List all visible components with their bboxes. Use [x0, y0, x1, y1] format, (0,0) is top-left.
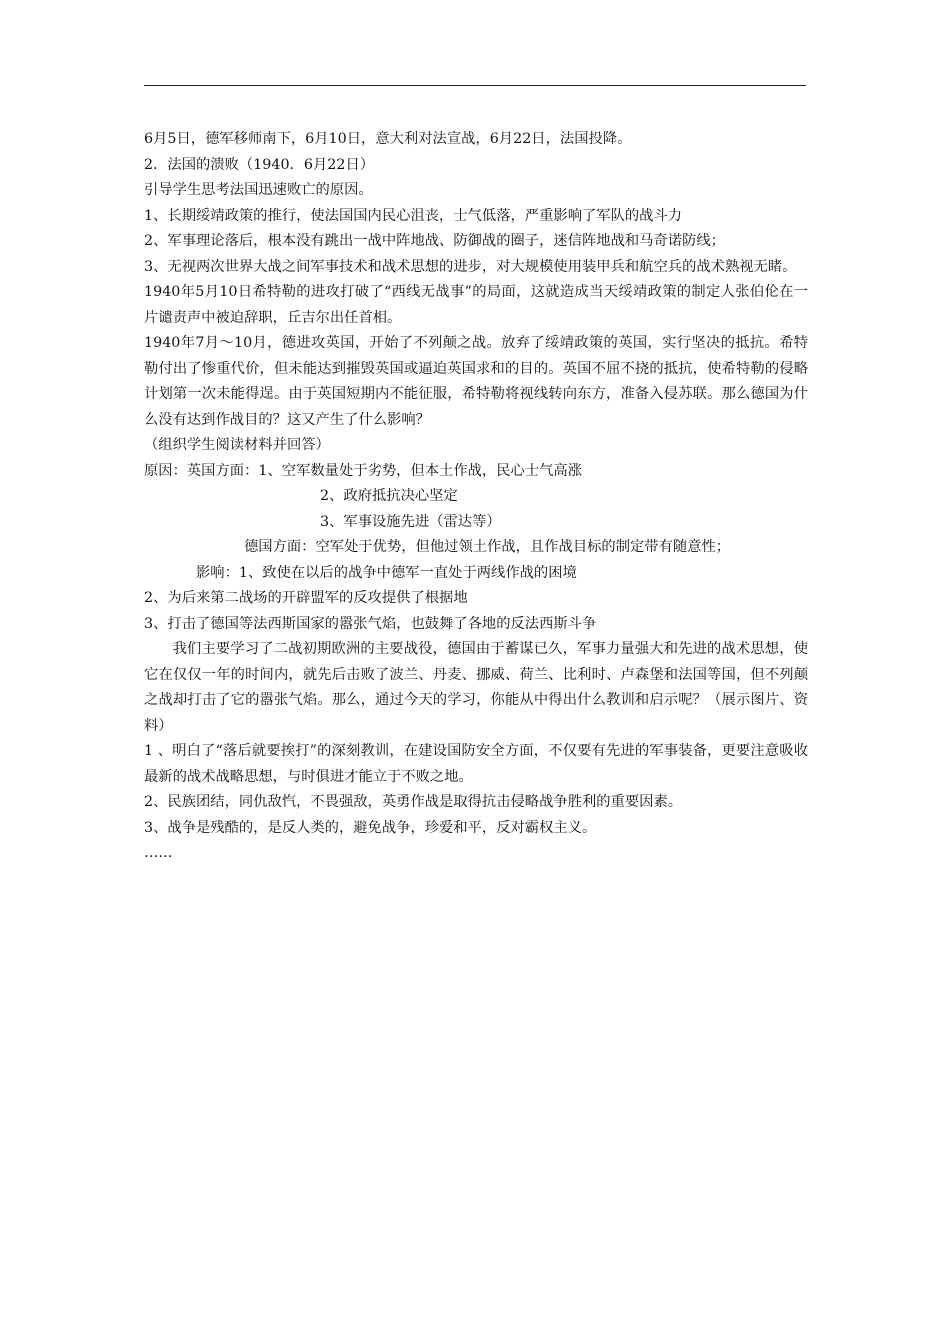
list-item-impact-1: 影响：1、致使在以后的战争中德军一直处于两线作战的困境 — [196, 564, 577, 581]
heading-france-defeat: 2．法国的溃败（1940．6月22日） — [144, 156, 375, 173]
list-item-lesson-1: 1 、明白了“落后就要挨打”的深刻教训，在建设国防安全方面，不仅要有先进的军事装备，更要注意吸收最新的战术战略思想，与时俱进才能立于不败之地。 — [144, 743, 808, 785]
paragraph-may-1940: 1940年5月10日希特勒的进攻打破了“西线无战事”的局面，这就造成当天绥靖政策的制定人张伯伦在一片谴责声中被迫辞职，丘吉尔出任首相。 — [144, 284, 808, 326]
paragraph-guide-question: 引导学生思考法国迅速败亡的原因。 — [144, 182, 373, 198]
paragraph-france-timeline: 6月5日，德军移师南下，6月10日，意大利对法宣战，6月22日，法国投降。 — [144, 131, 632, 147]
document-body — [144, 127, 808, 867]
ellipsis: …… — [144, 845, 173, 861]
list-item-britain-reason-1: 原因：英国方面：1、空军数量处于劣势，但本土作战，民心士气高涨 — [144, 462, 582, 479]
list-item-lesson-3: 3、战争是残酷的，是反人类的，避免战争，珍爱和平，反对霸权主义。 — [144, 819, 597, 836]
list-item-britain-reason-3: 3、军事设施先进（雷达等） — [320, 513, 501, 530]
list-item-impact-2: 2、为后来第二战场的开辟盟军的反攻提供了根据地 — [144, 590, 468, 606]
list-item-impact-3: 3、打击了德国等法西斯国家的嚣张气焰，也鼓舞了各地的反法西斯斗争 — [144, 615, 597, 632]
list-item-reason-2: 2、军事理论落后，根本没有跳出一战中阵地战、防御战的圈子，迷信阵地战和马奇诺防线； — [144, 233, 725, 249]
list-item-germany-reason: 德国方面：空军处于优势，但他过领土作战，且作战目标的制定带有随意性； — [244, 539, 731, 555]
paragraph-activity-note: （组织学生阅读材料并回答） — [144, 437, 330, 453]
paragraph-battle-of-britain: 1940年7月～10月，德进攻英国，开始了不列颠之战。放弃了绥靖政策的英国，实行坚决的抵抗。希特勒付出了惨重代价，但未能达到摧毁英国或逼迫英国求和的目的。英国不屈不挠的抵抗，使希特勒的侵略计划第一次未能得逞。由于英国短期内不能征服，希特勒将视线转向东方，准备入侵苏联。那么德国为什么没有达到作战目的？这又产生了什么影响？ — [144, 335, 808, 428]
list-item-lesson-2: 2、民族团结，同仇敌忾，不畏强敌，英勇作战是取得抗击侵略战争胜利的重要因素。 — [144, 794, 683, 810]
list-item-britain-reason-2: 2、政府抵抗决心坚定 — [320, 488, 458, 504]
list-item-reason-3: 3、无视两次世界大战之间军事技术和战术思想的进步，对大规模使用装甲兵和航空兵的战术熟视无睹。 — [144, 258, 797, 275]
paragraph-summary: 我们主要学习了二战初期欧洲的主要战役，德国由于蓄谋已久，军事力量强大和先进的战术思想，使它在仅仅一年的时间内，就先后击败了波兰、丹麦、挪威、荷兰、比利时、卢森堡和法国等国，但不列颠之战却打击了它的嚣张气焰。那么，通过今天的学习，你能从中得出什么教训和启示呢？（展示图片、资料） — [144, 641, 808, 734]
list-item-reason-1: 1、长期绥靖政策的推行，使法国国内民心沮丧，士气低落，严重影响了军队的战斗力 — [144, 207, 683, 224]
header-rule — [144, 85, 806, 86]
